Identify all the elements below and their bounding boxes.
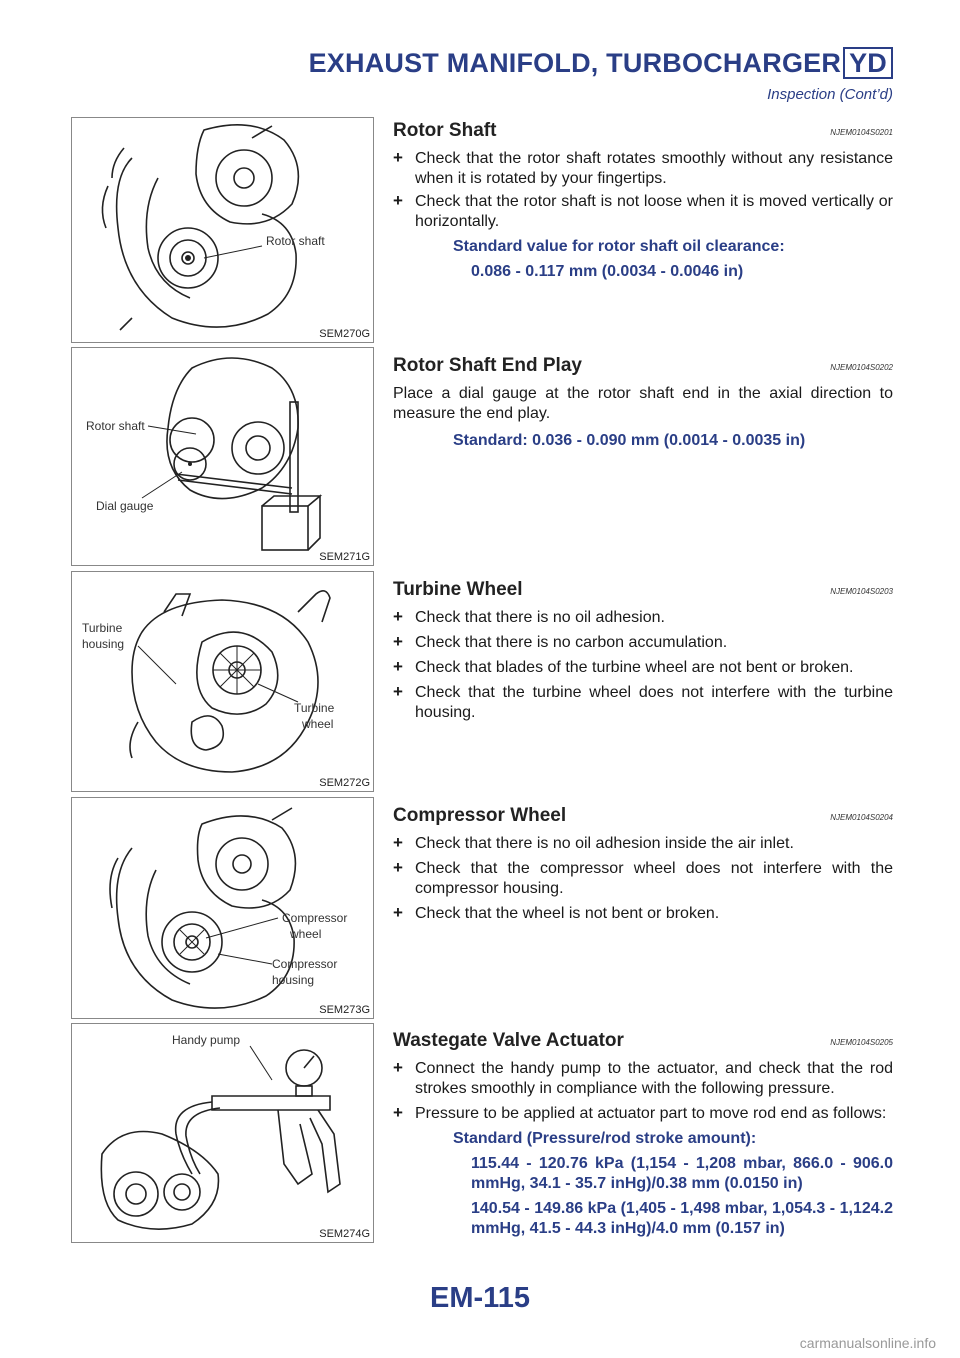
bullet-item (393, 834, 893, 854)
section-heading (393, 120, 893, 146)
header-title (309, 47, 893, 79)
bullet-mark: + (393, 682, 403, 701)
bullet-item (393, 904, 893, 924)
section-code: NJEM0104S0203 (830, 587, 893, 596)
bullet-text: Connect the handy pump to the actuator, and check that the rod strokes smoothly in compliance with the following pressure. (415, 1060, 893, 1097)
section-code: NJEM0104S0204 (830, 813, 893, 822)
fig1-label-rotor-shaft: Rotor shaft (266, 234, 325, 248)
section-heading (393, 1030, 893, 1056)
figure-rotor-end-play (71, 347, 374, 566)
spec-value: 140.54 - 149.86 kPa (1,405 - 1,498 mbar, 1,054.3 - 1,124.2 mmHg, 41.5 - 44.3 inHg)/4.0 mm (0.157 in) (471, 1200, 893, 1237)
section-title: Turbine Wheel (393, 579, 523, 600)
compressor-drawing (72, 798, 375, 1020)
section-title: Wastegate Valve Actuator (393, 1030, 624, 1051)
handy-pump-drawing (72, 1024, 375, 1244)
bullet-text: Check that the wheel is not bent or broken. (415, 905, 720, 922)
section-heading (393, 579, 893, 605)
bullet-text: Check that the rotor shaft is not loose when it is moved vertically or horizontally. (415, 193, 893, 230)
bullet-item (393, 658, 893, 678)
figure-code: SEM272G (319, 777, 370, 789)
figure-code: SEM273G (319, 1004, 370, 1016)
section-rotor-shaft (393, 120, 893, 282)
fig5-label-handy-pump: Handy pump (172, 1033, 241, 1047)
spec-value: 115.44 - 120.76 kPa (1,154 - 1,208 mbar, 866.0 - 906.0 mmHg, 34.1 - 35.7 inHg)/0.38 mm (0.0150 in) (471, 1155, 893, 1192)
section-turbine-wheel (393, 579, 893, 723)
bullet-text: Pressure to be applied at actuator part to move rod end as follows: (415, 1105, 887, 1122)
section-code: NJEM0104S0201 (830, 128, 893, 137)
bullet-text: Check that there is no oil adhesion inside the air inlet. (415, 835, 794, 852)
figure-code: SEM271G (319, 551, 370, 563)
page-number: EM-115 (430, 1282, 530, 1314)
bullet-item (393, 149, 893, 189)
spec-value: Standard: 0.036 - 0.090 mm (0.0014 - 0.0035 in) (453, 432, 806, 449)
bullet-item (393, 1104, 893, 1124)
figure-wastegate-actuator (71, 1023, 374, 1243)
page-header (0, 0, 960, 112)
watermark: carmanualsonline.info (799, 1335, 936, 1351)
section-code: NJEM0104S0202 (830, 363, 893, 372)
header-subtitle: Inspection (Cont’d) (767, 86, 893, 103)
fig3-label-turbine-wheel-2: wheel (302, 717, 334, 731)
section-compressor-wheel (393, 805, 893, 924)
bullet-item (393, 633, 893, 653)
bullet-item (393, 192, 893, 232)
fig4-label-compressor-housing-1: Compressor (272, 957, 338, 971)
fig3-label-turbine-wheel-1: Turbine (294, 701, 335, 715)
bullet-mark: + (393, 833, 403, 852)
figure-compressor-wheel (71, 797, 374, 1019)
fig2-label-rotor-shaft: Rotor shaft (86, 419, 145, 433)
bullet-text: Check that blades of the turbine wheel are not bent or broken. (415, 659, 854, 676)
section-title: Compressor Wheel (393, 805, 567, 826)
section-heading (393, 355, 893, 381)
fig2-label-dial-gauge: Dial gauge (96, 499, 154, 513)
header-title-text: EXHAUST MANIFOLD, TURBOCHARGER (308, 48, 842, 78)
bullet-mark: + (393, 657, 403, 676)
section-text: Place a dial gauge at the rotor shaft end in the axial direction to measure the end play. (393, 385, 893, 422)
bullet-item (393, 683, 893, 723)
turbine-housing-drawing (72, 572, 375, 793)
section-rotor-shaft-end-play (393, 355, 893, 451)
section-title: Rotor Shaft End Play (393, 355, 582, 376)
figure-code: SEM270G (319, 328, 370, 340)
bullet-mark: + (393, 1103, 403, 1122)
bullet-item (393, 859, 893, 899)
bullet-item (393, 1059, 893, 1099)
bullet-mark: + (393, 191, 403, 210)
bullet-mark: + (393, 1058, 403, 1077)
bullet-text: Check that the rotor shaft rotates smoothly without any resistance when it is rotated by your fingertips. (415, 150, 893, 187)
figure-rotor-shaft (71, 117, 374, 343)
bullet-mark: + (393, 632, 403, 651)
section-heading (393, 805, 893, 831)
fig4-label-compressor-housing-2: housing (272, 973, 315, 987)
bullet-mark: + (393, 148, 403, 167)
dial-gauge-drawing (72, 348, 375, 567)
engine-badge: YD (843, 47, 893, 79)
section-code: NJEM0104S0205 (830, 1038, 893, 1047)
bullet-mark: + (393, 903, 403, 922)
spec-value: 0.086 - 0.117 mm (0.0034 - 0.0046 in) (471, 263, 744, 280)
section-title: Rotor Shaft (393, 120, 497, 141)
bullet-text: Check that the compressor wheel does not interfere with the compressor housing. (415, 860, 893, 897)
spec-label: Standard value for rotor shaft oil clearance: (453, 238, 785, 255)
figure-turbine-wheel (71, 571, 374, 792)
bullet-text: Check that there is no oil adhesion. (415, 609, 665, 626)
fig4-label-compressor-wheel-1: Compressor (282, 911, 348, 925)
fig3-label-turbine-housing-2: housing (82, 637, 125, 651)
turbocharger-drawing (72, 118, 375, 344)
section-wastegate-valve-actuator (393, 1030, 893, 1239)
bullet-text: Check that there is no carbon accumulation. (415, 634, 728, 651)
fig4-label-compressor-wheel-2: wheel (290, 927, 322, 941)
fig3-label-turbine-housing-1: Turbine (82, 621, 123, 635)
spec-label: Standard (Pressure/rod stroke amount): (453, 1130, 757, 1147)
figure-code: SEM274G (319, 1228, 370, 1240)
bullet-mark: + (393, 858, 403, 877)
bullet-item (393, 608, 893, 628)
bullet-text: Check that the turbine wheel does not interfere with the turbine housing. (415, 684, 893, 721)
bullet-mark: + (393, 607, 403, 626)
